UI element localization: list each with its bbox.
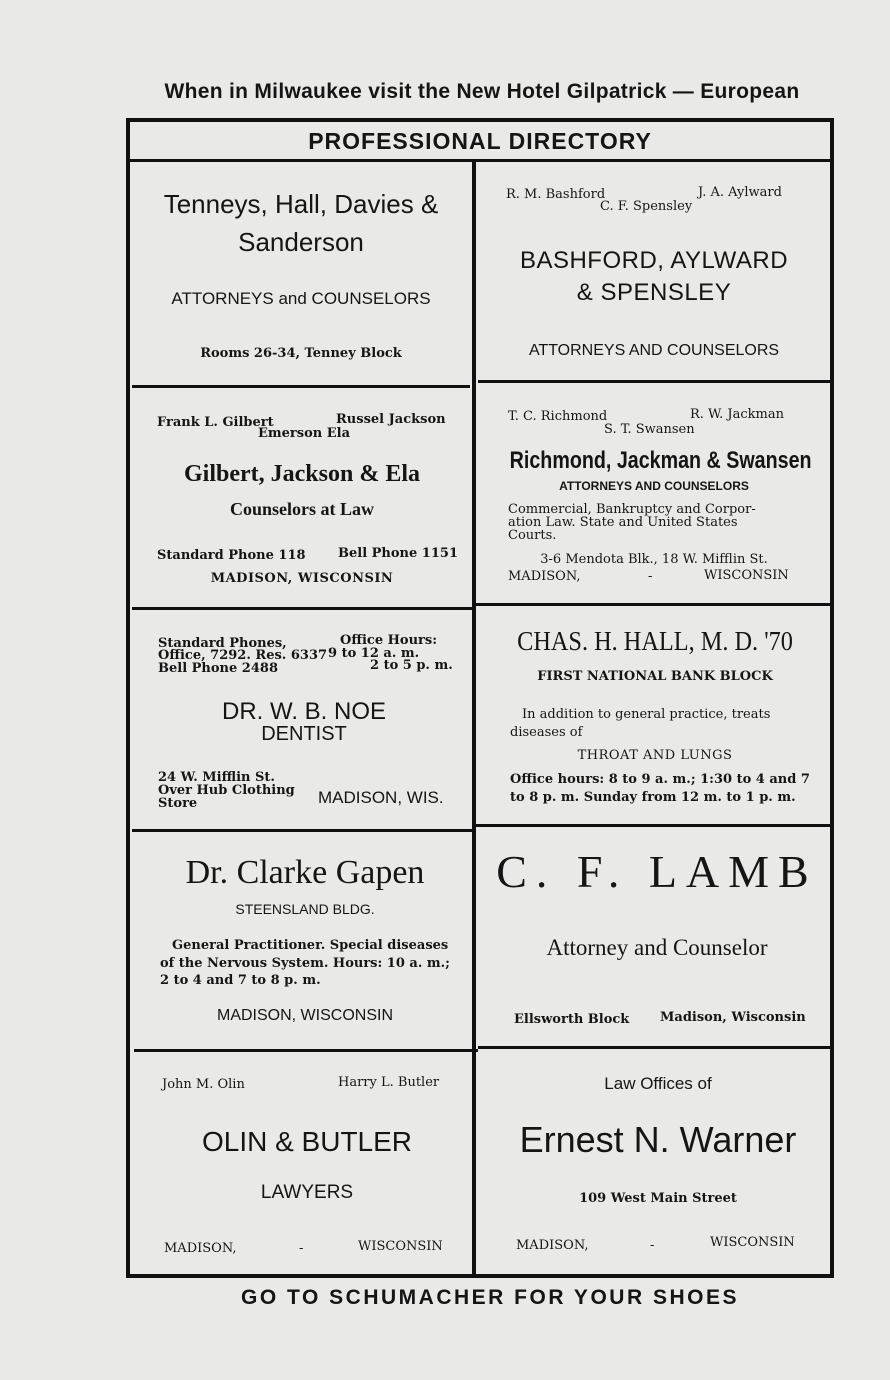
card-dr-noe-dentist — [132, 610, 476, 827]
firm-name: Richmond, Jackman & Swansen — [509, 447, 812, 474]
attorney-address: 109 West Main Street — [579, 1191, 737, 1206]
doctor-address: Over Hub Clothing — [158, 783, 295, 798]
partner-name: Russel Jackson — [336, 412, 446, 427]
footer-advert: GO TO SCHUMACHER FOR YOUR SHOES — [241, 1286, 739, 1309]
doctor-name: Dr. Clarke Gapen — [185, 854, 425, 891]
doctor-address: FIRST NATIONAL BANK BLOCK — [537, 669, 773, 684]
card-tenneys-hall-davies-sanderson — [132, 165, 470, 383]
practice-description: diseases of — [510, 725, 583, 740]
firm-name: BASHFORD, AYLWARD — [519, 247, 789, 274]
card-olin-butler — [136, 1052, 478, 1276]
attorney-name: Ernest N. Warner — [519, 1119, 797, 1160]
partner-name: R. M. Bashford — [506, 187, 606, 202]
partner-name: C. F. Spensley — [600, 199, 693, 214]
separator-dash: - — [650, 1238, 655, 1253]
phones-info: Bell Phone 2488 — [158, 661, 278, 676]
row-divider — [478, 380, 830, 383]
doctor-city: MADISON, WISCONSIN — [216, 1007, 393, 1024]
firm-city: MADISON, — [508, 569, 581, 584]
attorney-name: C. F. LAMB — [496, 846, 818, 897]
phone-standard: Standard Phone 118 — [157, 548, 306, 563]
card-dr-clarke-gapen — [134, 832, 476, 1047]
firm-name: Gilbert, Jackson & Ela — [183, 461, 420, 487]
phone-bell: Bell Phone 1151 — [338, 546, 458, 561]
firm-title: ATTORNEYS AND COUNSELORS — [528, 342, 780, 359]
doctor-title: DENTIST — [261, 723, 347, 745]
practice-description: of the Nervous System. Hours: 10 a. m.; — [160, 956, 450, 971]
firm-title: Counselors at Law — [229, 499, 374, 519]
card-ernest-n-warner — [482, 1049, 834, 1274]
card-richmond-jackman-swansen — [478, 385, 830, 601]
partner-name: Emerson Ela — [258, 426, 351, 441]
card-bashford-aylward-spensley — [478, 165, 830, 379]
firm-name: Tenneys, Hall, Davies & — [163, 189, 439, 219]
partner-name: John M. Olin — [162, 1077, 245, 1092]
office-hours: Office hours: 8 to 9 a. m.; 1:30 to 4 and 7 — [510, 772, 810, 787]
practice-description: ation Law. State and United States — [508, 515, 738, 530]
firm-title: ATTORNEYS and COUNSELORS — [171, 289, 431, 308]
partner-name: T. C. Richmond — [508, 409, 608, 424]
separator-dash: - — [299, 1241, 304, 1256]
doctor-address: 24 W. Mifflin St. — [158, 770, 275, 785]
attorney-city: Madison, Wisconsin — [660, 1010, 806, 1025]
directory-title: PROFESSIONAL DIRECTORY — [130, 122, 830, 162]
doctor-name: DR. W. B. NOE — [221, 698, 386, 725]
practice-description: Courts. — [508, 528, 557, 543]
partner-name: Frank L. Gilbert — [157, 415, 274, 430]
doctor-name: CHAS. H. HALL, M. D. '70 — [517, 626, 793, 656]
firm-name: OLIN & BUTLER — [201, 1126, 413, 1157]
phones-info: Office, 7292. Res. 6337 — [158, 648, 328, 663]
phones-info: Standard Phones, — [158, 636, 287, 651]
law-offices-prefix: Law Offices of — [604, 1074, 712, 1093]
partner-name: Harry L. Butler — [338, 1075, 440, 1090]
office-hours: to 8 p. m. Sunday from 12 m. to 1 p. m. — [510, 790, 796, 805]
office-hours: 2 to 5 p. m. — [370, 658, 453, 673]
attorney-city: MADISON, — [516, 1238, 589, 1253]
specialty: THROAT AND LUNGS — [577, 748, 733, 763]
firm-address: 3-6 Mendota Blk., 18 W. Mifflin St. — [540, 552, 768, 567]
firm-city: MADISON, — [164, 1241, 237, 1256]
attorney-state: WISCONSIN — [710, 1235, 795, 1250]
office-hours: 9 to 12 a. m. — [328, 646, 420, 661]
firm-state: WISCONSIN — [358, 1239, 443, 1254]
attorney-address: Ellsworth Block — [514, 1012, 630, 1027]
doctor-city: MADISON, WIS. — [318, 788, 444, 807]
practice-description: Commercial, Bankruptcy and Corpor- — [508, 502, 756, 517]
attorney-title: Attorney and Counselor — [546, 935, 768, 960]
card-c-f-lamb — [480, 827, 834, 1044]
partner-name: S. T. Swansen — [604, 422, 695, 437]
firm-title: LAWYERS — [260, 1182, 354, 1203]
doctor-address: STEENSLAND BLDG. — [235, 901, 375, 917]
partner-name: R. W. Jackman — [690, 407, 784, 422]
practice-description: 2 to 4 and 7 to 8 p. m. — [160, 973, 321, 988]
firm-city: MADISON, WISCONSIN — [210, 571, 394, 586]
office-hours: Office Hours: — [340, 633, 438, 648]
row-divider — [132, 385, 470, 388]
partner-name: J. A. Aylward — [698, 185, 782, 200]
separator-dash: - — [648, 569, 653, 584]
header-advert: When in Milwaukee visit the New Hotel Gilpatrick — European — [164, 80, 800, 103]
firm-name-line2: Sanderson — [238, 227, 364, 257]
firm-name-line2: & SPENSLEY — [576, 279, 732, 306]
doctor-address: Store — [158, 796, 198, 811]
practice-description: General Practitioner. Special diseases — [172, 938, 449, 953]
firm-state: WISCONSIN — [704, 568, 789, 583]
card-gilbert-jackson-ela — [132, 389, 472, 605]
practice-description: In addition to general practice, treats — [522, 707, 771, 722]
firm-title: ATTORNEYS AND COUNSELORS — [559, 479, 749, 493]
card-dr-chas-hall — [478, 606, 832, 822]
firm-address: Rooms 26-34, Tenney Block — [200, 346, 402, 361]
